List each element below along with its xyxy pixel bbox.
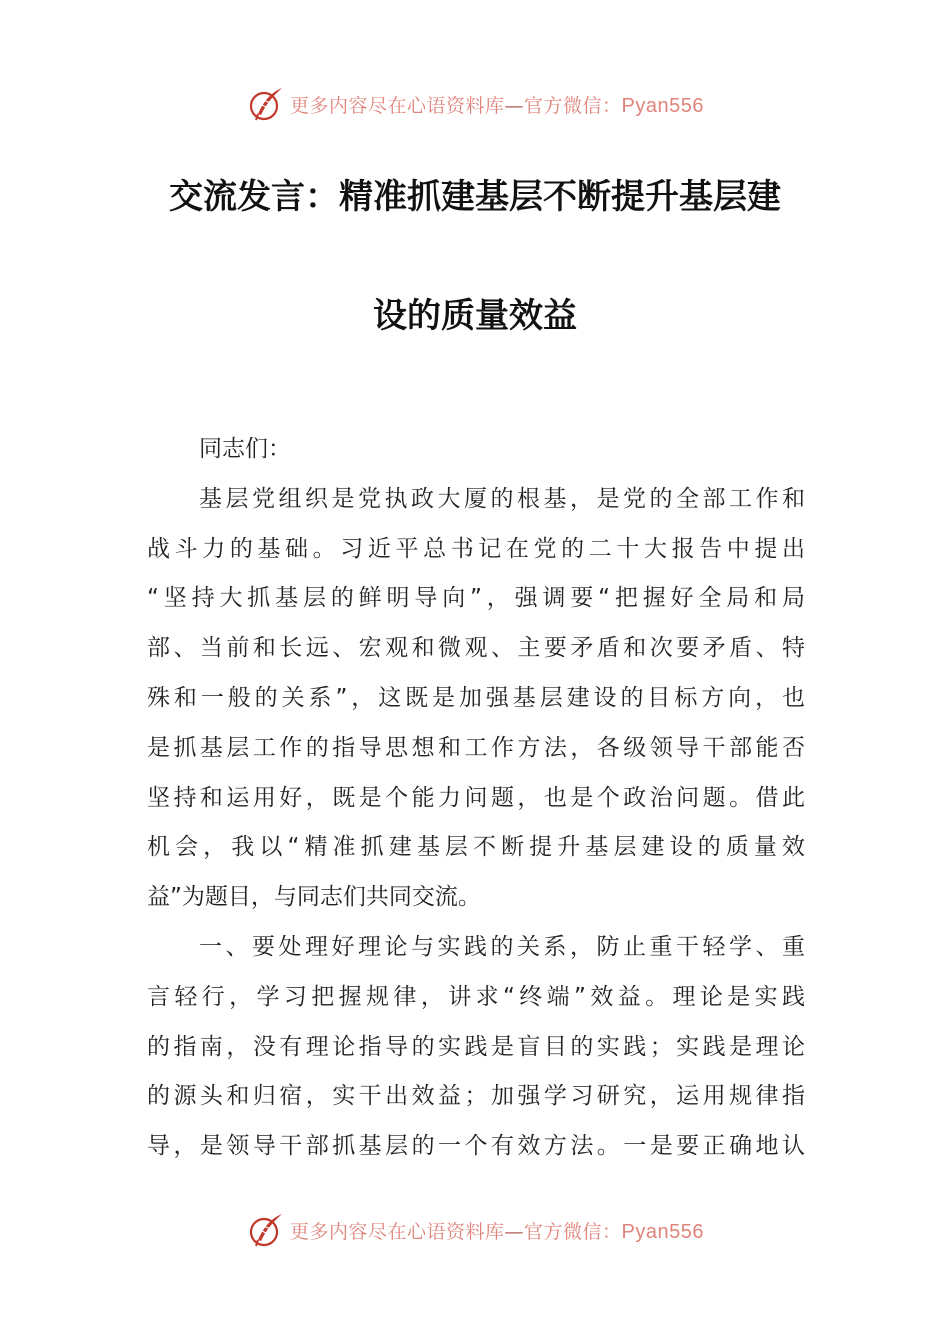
body-line: 是抓基层工作的指导思想和工作方法，各级领导干部能否 — [147, 734, 805, 761]
watermark-wechat-id: Pyan556 — [621, 1220, 704, 1243]
watermark-wechat-id: Pyan556 — [621, 94, 704, 117]
watermark-wechat-label: 官方微信： — [524, 1220, 622, 1243]
document-title-line-1: 交流发言：精准抓建基层不断提升基层建 — [169, 177, 781, 217]
watermark-text — [290, 91, 704, 118]
watermark-banner-top — [0, 84, 950, 124]
body-line: 导，是领导干部抓基层的一个有效方法。一是要正确地认 — [147, 1133, 805, 1160]
body-line: 坚持和运用好，既是个能力问题，也是个政治问题。借此 — [147, 784, 805, 811]
salutation: 同志们： — [199, 436, 291, 462]
body-line: 部、当前和长远、宏观和微观、主要矛盾和次要矛盾、特 — [147, 635, 805, 662]
body-line: 殊和一般的关系”，这既是加强基层建设的目标方向，也 — [147, 684, 805, 711]
watermark-banner-bottom — [0, 1210, 950, 1250]
body-line: 的指南，没有理论指导的实践是盲目的实践；实践是理论 — [147, 1033, 805, 1060]
body-line: 基层党组织是党执政大厦的根基，是党的全部工作和 — [199, 485, 805, 512]
document-title-line-2: 设的质量效益 — [373, 296, 577, 336]
watermark-wechat-label: 官方微信： — [524, 94, 622, 117]
document-body — [147, 425, 805, 1172]
body-line: 战斗力的基础。习近平总书记在党的二十大报告中提出 — [147, 535, 805, 562]
feather-pen-logo-icon — [246, 84, 286, 124]
body-line: “坚持大抓基层的鲜明导向”，强调要“把握好全局和局 — [147, 585, 805, 612]
feather-pen-logo-icon — [246, 1210, 286, 1250]
body-line: 言轻行，学习把握规律，讲求“终端”效益。理论是实践 — [147, 983, 805, 1010]
watermark-dash: — — [504, 94, 525, 117]
watermark-dash: — — [504, 1220, 525, 1243]
watermark-site-text: 更多内容尽在心语资料库 — [290, 1220, 505, 1243]
body-line: 机会，我以“精准抓建基层不断提升基层建设的质量效 — [147, 834, 805, 861]
body-line: 益”为题目，与同志们共同交流。 — [147, 884, 481, 911]
watermark-site-text: 更多内容尽在心语资料库 — [290, 94, 505, 117]
body-line: 的源头和归宿，实干出效益；加强学习研究，运用规律指 — [147, 1083, 805, 1110]
watermark-text — [290, 1217, 704, 1244]
body-line: 一、要处理好理论与实践的关系，防止重干轻学、重 — [199, 933, 805, 960]
